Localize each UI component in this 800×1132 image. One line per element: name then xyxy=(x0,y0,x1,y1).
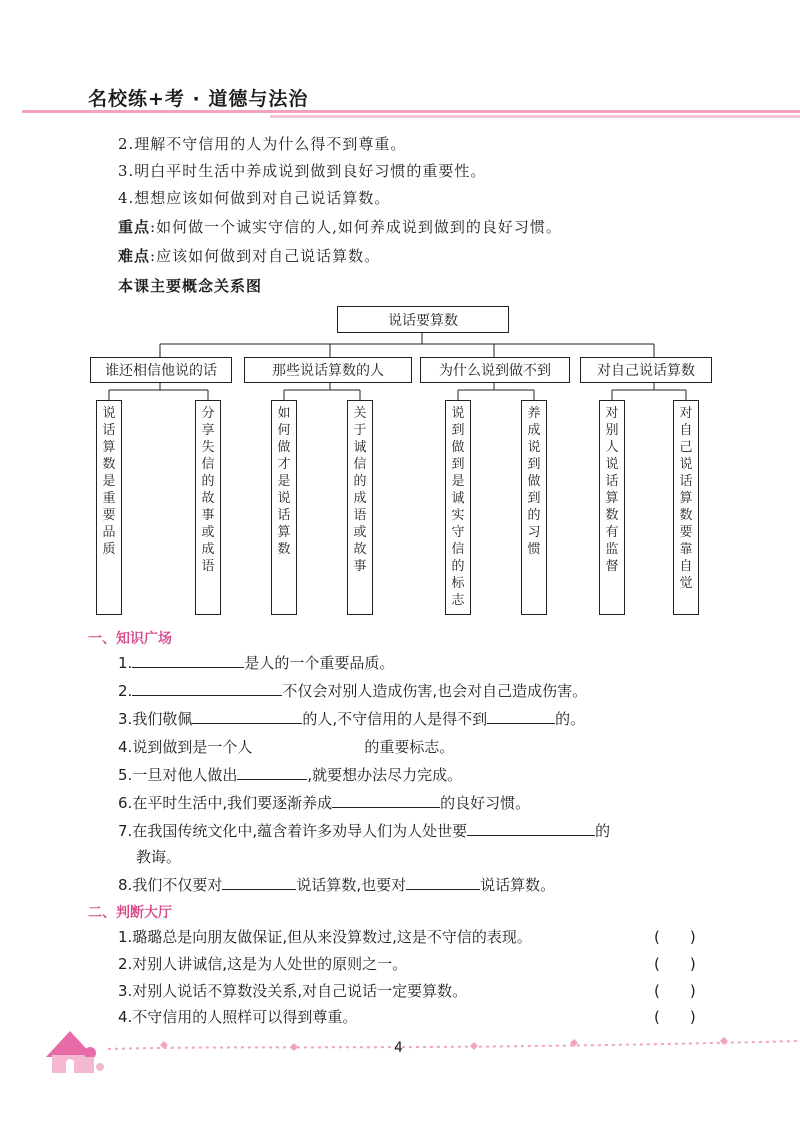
objective-2: 2.理解不守信用的人为什么得不到尊重。 xyxy=(118,135,407,153)
key-point-label: 重点 xyxy=(118,218,151,236)
house-icon xyxy=(46,1031,104,1073)
branch-title-4: 对自己说话算数 xyxy=(580,357,712,383)
answer-blank[interactable] xyxy=(222,875,296,890)
difficult-point-text: :应该如何做到对自己说话算数。 xyxy=(150,247,381,265)
fill-question-6: 6.在平时生活中,我们要逐渐养成 的良好习惯。 xyxy=(118,794,531,812)
page-number: 4 xyxy=(394,1040,403,1056)
answer-blank[interactable] xyxy=(406,875,480,890)
judge-question-4: 4.不守信用的人照样可以得到尊重。 xyxy=(118,1008,358,1026)
judge-answer-3[interactable]: ( ) xyxy=(654,982,696,1000)
section-1-title: 一、知识广场 xyxy=(88,631,172,647)
answer-blank[interactable] xyxy=(132,653,244,668)
concept-map-heading: 本课主要概念关系图 xyxy=(118,277,263,295)
judge-question-2: 2.对别人讲诚信,这是为人处世的原则之一。 xyxy=(118,955,408,973)
fill-question-2: 2. 不仅会对别人造成伤害,也会对自己造成伤害。 xyxy=(118,682,588,700)
section-2-title: 二、判断大厅 xyxy=(88,905,172,921)
branch-2-child-2: 关 于 诚 信 的 成 语 或 故 事 xyxy=(347,400,373,615)
judge-answer-1[interactable]: ( ) xyxy=(654,928,696,946)
answer-blank[interactable] xyxy=(252,737,364,752)
page-header-title: 名校练+考 · 道德与法治 xyxy=(88,88,309,110)
answer-blank[interactable] xyxy=(192,709,302,724)
fill-question-8: 8.我们不仅要对 说话算数,也要对 说话算数。 xyxy=(118,876,556,894)
concept-map-root: 说话要算数 xyxy=(337,306,509,333)
judge-question-1: 1.璐璐总是向朋友做保证,但从来没算数过,这是不守信的表现。 xyxy=(118,928,532,946)
fill-question-1: 1. 是人的一个重要品质。 xyxy=(118,654,395,672)
fill-question-5: 5.一旦对他人做出 ,就要想办法尽力完成。 xyxy=(118,766,463,784)
judge-question-3: 3.对别人说话不算数没关系,对自己说话一定要算数。 xyxy=(118,982,468,1000)
objective-3: 3.明白平时生活中养成说到做到良好习惯的重要性。 xyxy=(118,162,487,180)
branch-2-child-1: 如 何 做 才 是 说 话 算 数 xyxy=(271,400,297,615)
branch-title-3: 为什么说到做不到 xyxy=(420,357,570,383)
judge-answer-2[interactable]: ( ) xyxy=(654,955,696,973)
branch-title-1: 谁还相信他说的话 xyxy=(90,357,232,383)
branch-3-child-2: 养 成 说 到 做 到 的 习 惯 xyxy=(521,400,547,615)
key-point-text: :如何做一个诚实守信的人,如何养成说到做到的良好习惯。 xyxy=(150,218,562,236)
branch-1-child-1: 说 话 算 数 是 重 要 品 质 xyxy=(96,400,122,615)
objective-4: 4.想想应该如何做到对自己说话算数。 xyxy=(118,189,391,207)
answer-blank[interactable] xyxy=(332,793,440,808)
branch-1-child-2: 分 享 失 信 的 故 事 或 成 语 xyxy=(195,400,221,615)
answer-blank[interactable] xyxy=(487,709,555,724)
branch-3-child-1: 说 到 做 到 是 诚 实 守 信 的 标 志 xyxy=(445,400,471,615)
fill-question-7: 7.在我国传统文化中,蕴含着许多劝导人们为人处世要 的 xyxy=(118,822,611,840)
answer-blank[interactable] xyxy=(237,765,307,780)
answer-blank[interactable] xyxy=(467,821,595,836)
answer-blank[interactable] xyxy=(132,681,282,696)
branch-4-child-1: 对 别 人 说 话 算 数 有 监 督 xyxy=(599,400,625,615)
difficult-point-label: 难点 xyxy=(118,247,151,265)
judge-answer-4[interactable]: ( ) xyxy=(654,1008,696,1026)
fill-question-3: 3.我们敬佩 的人,不守信用的人是得不到 的。 xyxy=(118,710,586,728)
branch-4-child-2: 对 自 己 说 话 算 数 要 靠 自 觉 xyxy=(673,400,699,615)
fill-question-4: 4.说到做到是一个人 的重要标志。 xyxy=(118,738,455,756)
branch-title-2: 那些说话算数的人 xyxy=(244,357,412,383)
fill-question-7-continued: 教诲。 xyxy=(136,848,182,866)
